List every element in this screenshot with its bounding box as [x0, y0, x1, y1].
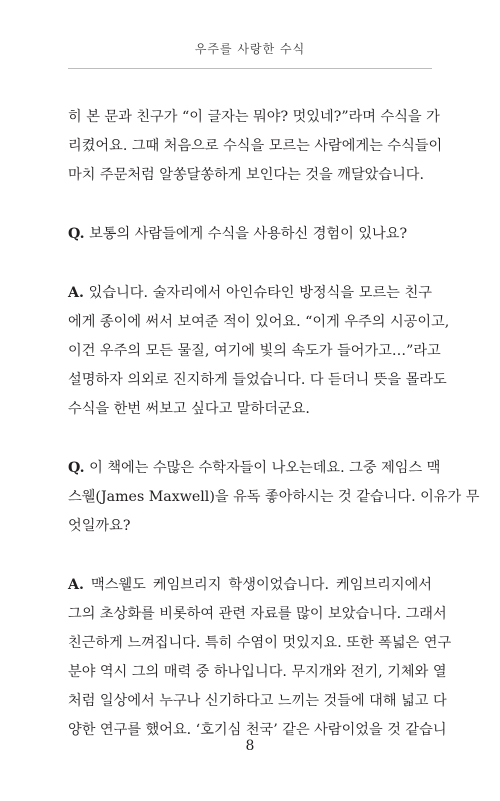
paragraph-continuation [68, 103, 443, 190]
answer-mark-label: A. [68, 577, 84, 593]
text-line [68, 220, 432, 249]
answer-mark-label: A. [68, 285, 84, 301]
text-line [68, 279, 432, 308]
text-segment: 보통의 사람들에게 수식을 사용하신 경험이 있나요? [84, 226, 408, 242]
text-line: 그의 초상화를 비롯하여 관련 자료를 많이 보았습니다. 그래서 [68, 606, 447, 622]
text-line: 엇일까요? [68, 518, 131, 534]
running-header: 우주를 사랑한 수식 [194, 42, 306, 56]
text-segment: 있습니다. 술자리에서 아인슈타인 방정식을 모르는 친구 [83, 285, 432, 301]
text-line: 분야 역시 그의 매력 중 하나입니다. 무지개와 전기, 기체와 열 [68, 664, 447, 680]
text-line: 친근하게 느껴집니다. 특히 수염이 멋있지요. 또한 폭넓은 연구 [68, 635, 452, 651]
text-line: 마치 주문처럼 알쏭달쏭하게 보인다는 것을 깨달았습니다. [68, 167, 424, 183]
question-mark-label: Q. [68, 226, 85, 242]
text-line [68, 454, 441, 483]
header-rule [68, 68, 432, 69]
text-line: 히 본 문과 친구가 “이 글자는 뭐야? 멋있네?”라며 수식을 가 [68, 109, 440, 125]
text-segment: 이 책에는 수많은 수학자들이 나오는데요. 그중 제임스 맥 [84, 460, 441, 476]
question-mark-label: Q. [68, 460, 85, 476]
question-paragraph [68, 220, 432, 249]
text-line: 처럼 일상에서 누구나 신기하다고 느끼는 것들에 대해 넓고 다 [68, 693, 447, 709]
body-text [68, 103, 480, 775]
answer-paragraph [68, 571, 452, 745]
page-number: 8 [245, 738, 255, 754]
answer-paragraph [68, 279, 450, 424]
text-line: 리켰어요. 그때 처음으로 수식을 모르는 사람에게는 수식들이 [68, 138, 443, 154]
text-line: 수식을 한번 써보고 싶다고 말하더군요. [68, 401, 310, 417]
text-line: 에게 종이에 써서 보여준 적이 있어요. “이게 우주의 시공이고, [68, 314, 450, 330]
text-line: 스웰(James Maxwell)을 유독 좋아하시는 것 같습니다. 이유가 무 [68, 489, 480, 505]
text-line: 설명하자 의외로 진지하게 들었습니다. 다 듣더니 뜻을 몰라도 [68, 372, 447, 388]
text-line: 이건 우주의 모든 물질, 여기에 빛의 속도가 들어가고…”라고 [68, 343, 441, 359]
question-paragraph [68, 454, 480, 541]
text-segment: 맥스웰도 케임브리지 학생이었습니다. 케임브리지에서 [83, 577, 432, 593]
text-line: 양한 연구를 했어요. ‘호기심 천국’ 같은 사람이었을 것 같습니 [68, 722, 447, 738]
text-line [68, 571, 432, 600]
